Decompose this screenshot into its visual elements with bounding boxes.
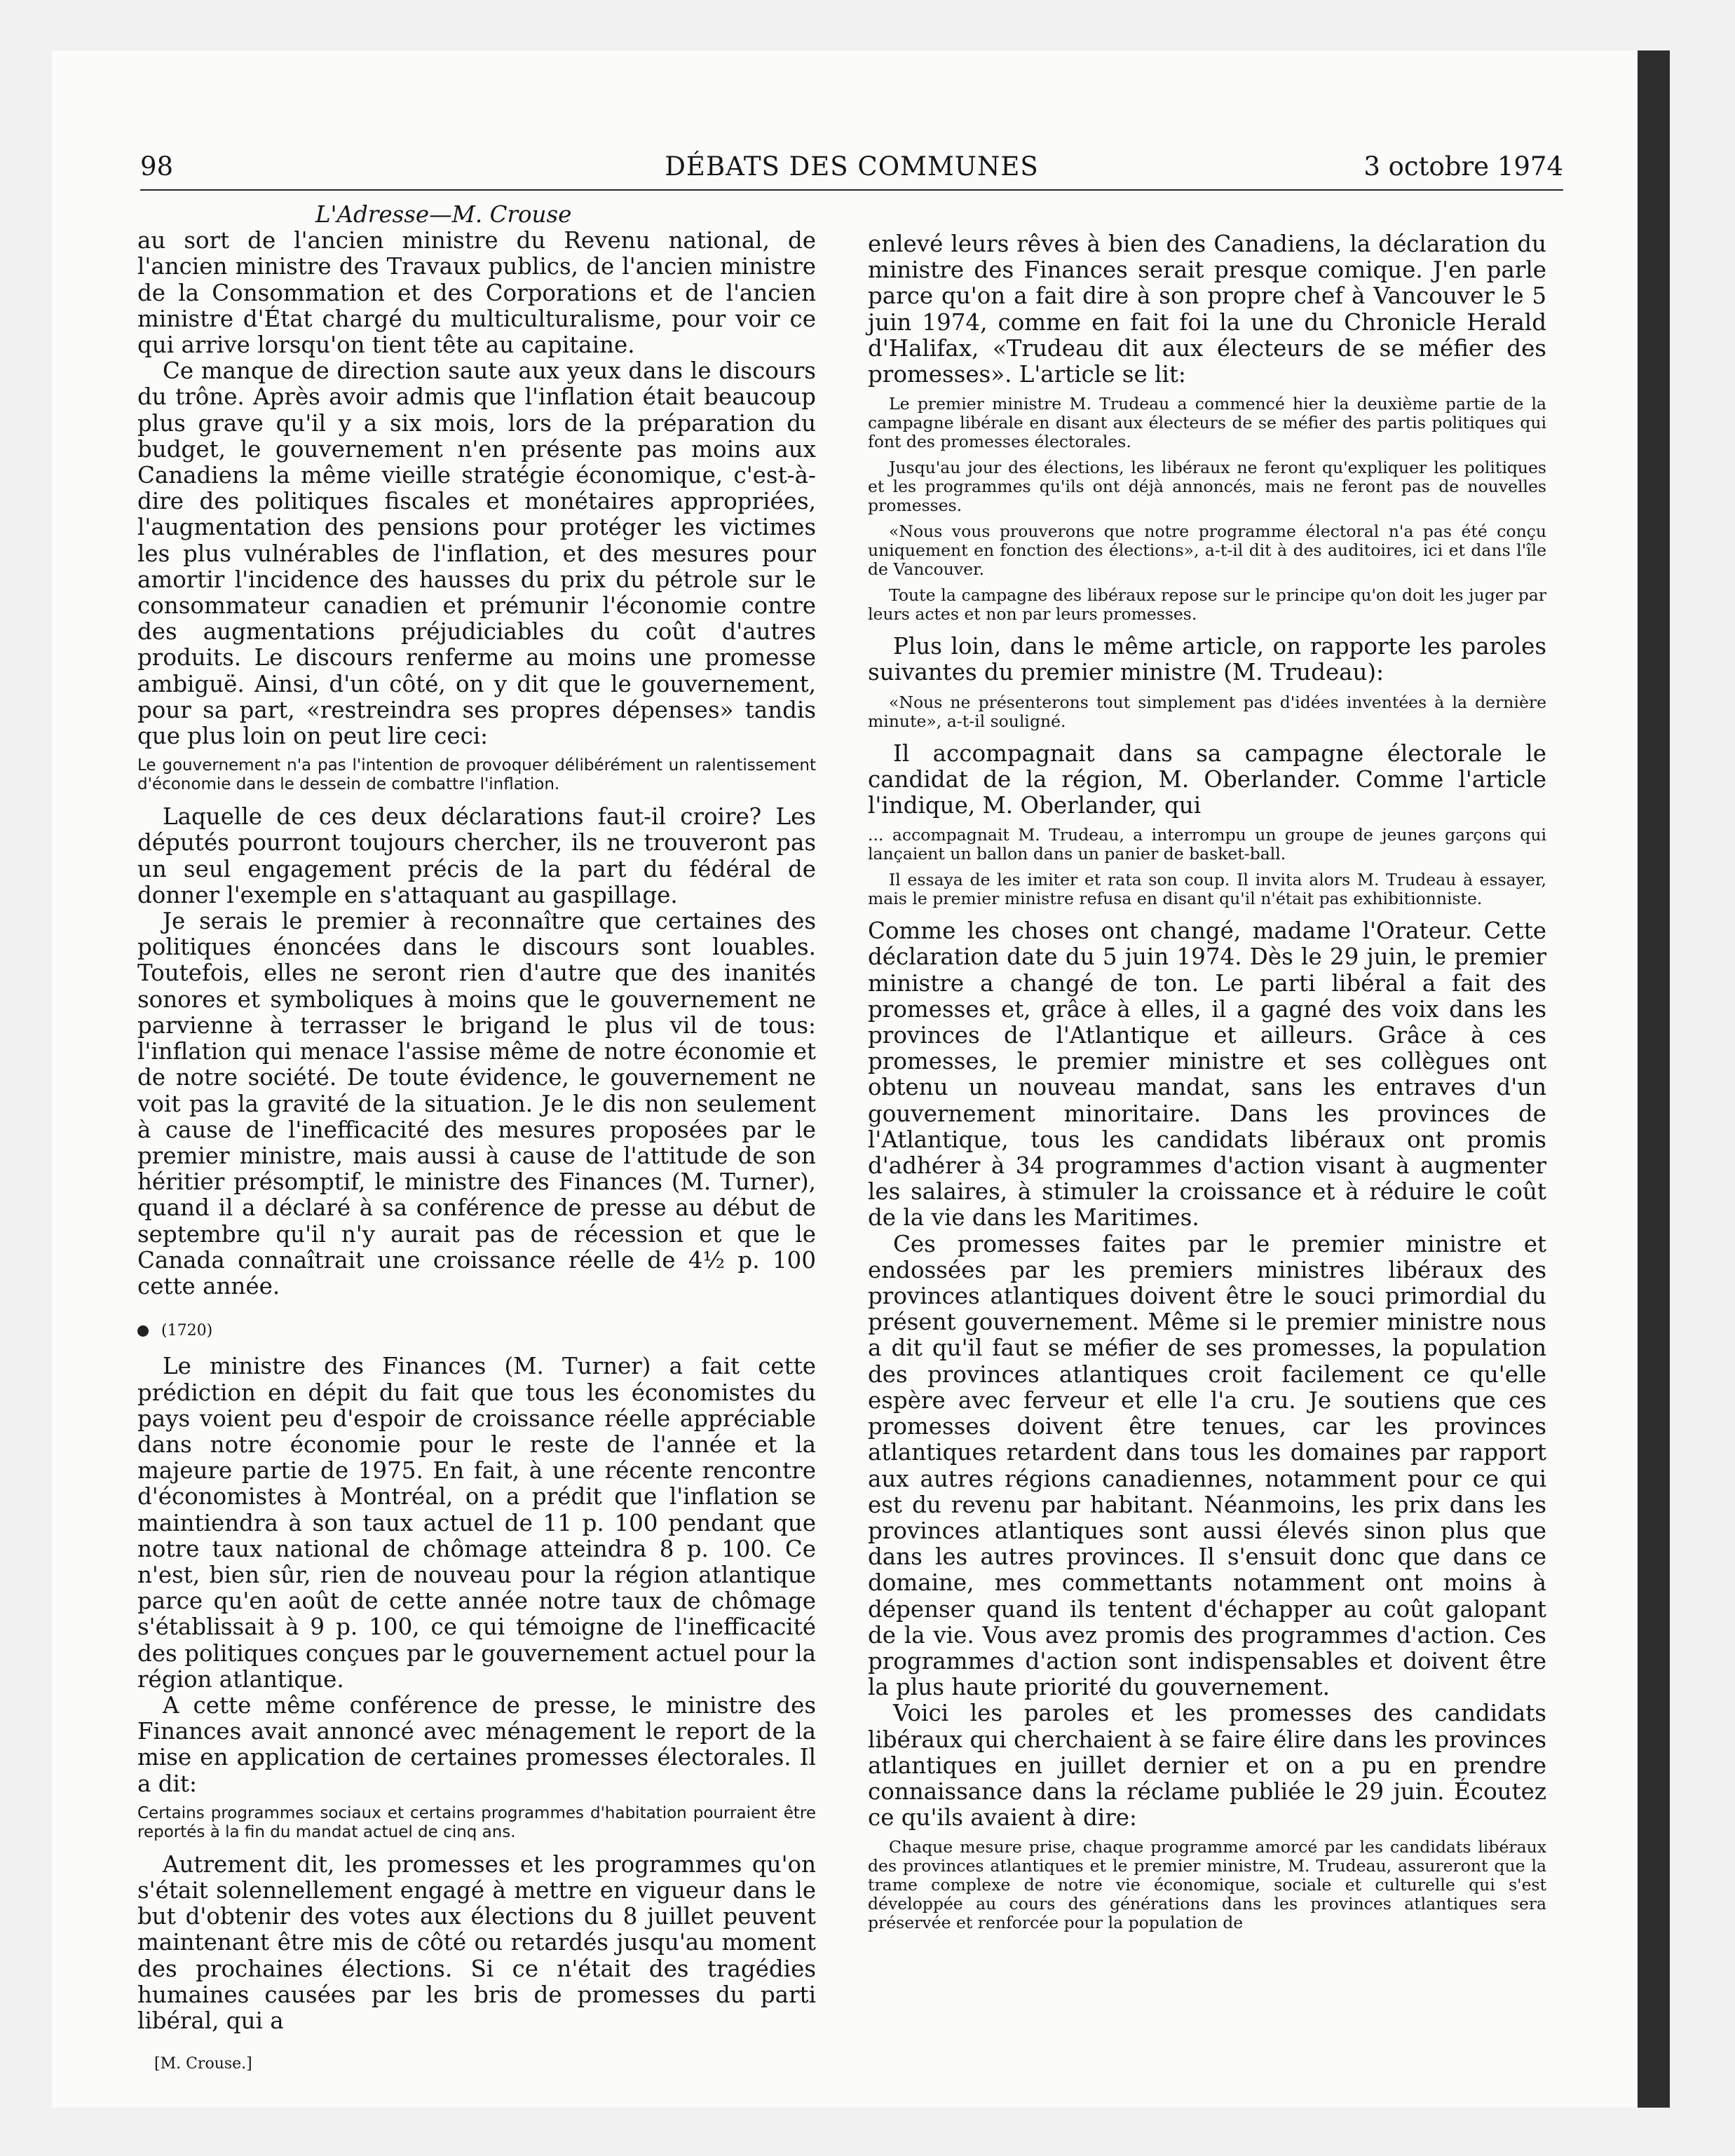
quote-text: «Nous vous prouverons que notre programme électoral n'a pas été conçu uniquement en fonction des élections», a-t-il dit à des auditoires, ici et dans l'île de Vancouver. <box>868 521 1546 580</box>
paragraph: au sort de l'ancien ministre du Revenu national, de l'ancien ministre des Travaux publics, de l'ancien ministre de la Consommation et des Corporations et de l'ancien ministre d'État chargé du multiculturalisme, pour voir ce qui arrive lorsqu'on tient tête au capitaine. <box>137 227 816 359</box>
paragraph: A cette même conférence de presse, le ministre des Finances avait annoncé avec ménagement le report de la mise en application de certaines promesses électorales. Il a dit: <box>137 1691 816 1797</box>
quote-text: Le premier ministre M. Trudeau a commencé hier la deuxième partie de la campagne libérale en disant aux électeurs de se méfier des partis politiques qui font des promesses électorales. <box>868 394 1546 452</box>
quote-text: «Nous ne présenterons tout simplement pas d'idées inventées à la dernière minute», a-t-il souligné. <box>868 692 1546 731</box>
right-column <box>868 231 1546 1942</box>
bullet-dot-icon <box>137 1325 149 1337</box>
paragraph: Ce manque de direction saute aux yeux dans le discours du trône. Après avoir admis que l'inflation était beaucoup plus grave qu'il y a six mois, lors de la préparation du budget, le gouvernement n'en présente pas moins aux Canadiens la même vieille stratégie économique, c'est-à-dire des politiques fiscales et monétaires appropriées, l'augmentation des pensions pour protéger les victimes les plus vulnérables de l'inflation, et des mesures pour amortir l'incidence des hausses du prix du pétrole sur le consommateur canadien et prémunir l'économie contre des augmentations préjudiciables du coût d'autres produits. Le discours renferme au moins une promesse ambiguë. Ainsi, d'un côté, on y dit que le gouvernement, pour sa part, «restreindra ses propres dépenses» tandis que plus loin on peut lire ceci: <box>137 357 816 750</box>
paragraph: Laquelle de ces deux déclarations faut-il croire? Les députés pourront toujours chercher, ils ne trouveront pas un seul engagement précis de la part du fédéral de donner l'exemple en s'attaquant au gaspillage. <box>137 803 816 908</box>
paragraph: Plus loin, dans le même article, on rapporte les paroles suivantes du premier ministre (M. Trudeau): <box>868 633 1546 686</box>
page-number: 98 <box>140 151 174 182</box>
block-quote <box>137 756 816 794</box>
paragraph: Le ministre des Finances (M. Turner) a fait cette prédiction en dépit du fait que tous les économistes du pays voient peu d'espoir de croissance réelle appréciable dans notre économie pour le reste de l'année et la majeure partie de 1975. En fait, à une récente rencontre d'économistes à Montréal, on a prédit que l'inflation se maintiendra à son taux actuel de 11 p. 100 pendant que notre taux national de chômage atteindra 8 p. 100. Ce n'est, bien sûr, rien de nouveau pour la région atlantique parce qu'en août de cette année notre taux de chômage s'établissait à 9 p. 100, ce qui témoigne de l'inefficacité des politiques conçues par le gouvernement actuel pour la région atlantique. <box>137 1353 816 1693</box>
paragraph: Voici les paroles et les promesses des candidats libéraux qui cherchaient à se faire élire dans les provinces atlantiques en juillet dernier et on a pu en prendre connaissance dans la réclame publiée le 29 juin. Écoutez ce qu'ils avaient à dire: <box>868 1700 1546 1831</box>
quote-text: ... accompagnait M. Trudeau, a interrompu un groupe de jeunes garçons qui lançaient un ballon dans un panier de basket-ball. <box>868 825 1546 864</box>
quote-text: Jusqu'au jour des élections, les libéraux ne feront qu'expliquer les politiques et les programmes qu'ils ont déjà annoncés, mais ne feront pas de nouvelles promesses. <box>868 458 1546 516</box>
block-quote <box>868 693 1546 731</box>
publication-title: DÉBATS DES COMMUNES <box>665 151 1039 182</box>
paragraph: Je serais le premier à reconnaître que certaines des politiques énoncées dans le discours sont louables. Toutefois, elles ne seront rien d'autre que des inanités sonores et symboliques à moins que le gouvernement ne parvienne à terrasser le brigand le plus vil de tous: l'inflation qui menace l'assise même de notre économie et de notre société. De toute évidence, le gouvernement ne voit pas la gravité de la situation. Je le dis non seulement à cause de l'inefficacité des mesures proposées par le premier ministre, mais aussi à cause de l'attitude de son héritier présomptif, le ministre des Finances (M. Turner), quand il a déclaré à sa conférence de presse au début de septembre qu'il n'y aurait pas de récession et que le Canada connaîtrait une croissance réelle de 4½ p. 100 cette année. <box>137 908 816 1299</box>
issue-date: 3 octobre 1974 <box>1363 151 1563 182</box>
quote-text: Chaque mesure prise, chaque programme amorcé par les candidats libéraux des provinces atlantiques et le premier ministre, M. Trudeau, assureront que la trame complexe de notre vie économique, sociale et culturelle qui s'est développée au cours des générations dans les provinces atlantiques sera préservée et renforcée pour la population de <box>868 1837 1546 1933</box>
running-header <box>140 150 1563 191</box>
block-quote <box>868 395 1546 624</box>
section-subhead: L'Adresse—M. Crouse <box>315 201 572 228</box>
quote-text: Il essaya de les imiter et rata son coup. Il invita alors M. Trudeau à essayer, mais le premier ministre refusa en disant qu'il n'était pas exhibitionniste. <box>868 870 1546 909</box>
paragraph: Autrement dit, les promesses et les programmes qu'on s'était solennellement engagé à mettre en vigueur dans le but d'obtenir des votes aux élections du 8 juillet peuvent maintenant être mis de côté ou retardés jusqu'au moment des prochaines élections. Si ce n'était des tragédies humaines causées par les bris de promesses du parti libéral, qui a <box>137 1850 816 2034</box>
paragraph: enlevé leurs rêves à bien des Canadiens, la déclaration du ministre des Finances serait presque comique. J'en parle parce qu'on a fait dire à son propre chef à Vancouver le 5 juin 1974, comme en fait foi la une du Chronicle Herald d'Halifax, «Trudeau dit aux électeurs de se méfier des promesses». L'article se lit: <box>868 231 1546 388</box>
quote-text: Le gouvernement n'a pas l'intention de provoquer délibérément un ralentissement d'économie dans le dessein de combattre l'inflation. <box>137 756 816 794</box>
paragraph: Il accompagnait dans sa campagne électorale le candidat de la région, M. Oberlander. Comme l'article l'indique, M. Oberlander, qui <box>868 739 1546 819</box>
paragraph: Ces promesses faites par le premier ministre et endossées par les premiers ministres libéraux des provinces atlantiques doivent être le souci primordial du présent gouvernement. Même si le premier ministre nous a dit qu'il faut se méfier de ses promesses, la population des provinces atlantiques croit facilement ce qu'elle espère avec ferveur et elle l'a cru. Je soutiens que ces promesses doivent être tenues, car les provinces atlantiques retardent dans tous les domaines par rapport aux autres régions canadiennes, notamment pour ce qui est du revenu par habitant. Néanmoins, les prix dans les provinces atlantiques sont aussi élevés sinon plus que dans les autres provinces. Il s'ensuit donc que dans ce domaine, mes commettants notamment ont moins à dépenser quand ils tentent d'échapper au coût galopant de la vie. Vous avez promis des programmes d'action. Ces programmes d'action sont indispensables et doivent être la plus haute priorité du gouvernement. <box>868 1230 1546 1701</box>
block-quote <box>868 826 1546 908</box>
paragraph: Comme les choses ont changé, madame l'Orateur. Cette déclaration date du 5 juin 1974. Dès le 29 juin, le premier ministre a changé de ton. Le parti libéral a fait des promesses et, grâce à elles, il a gagné des voix dans les provinces de l'Atlantique et ailleurs. Grâce à ces promesses, le premier ministre et ses collègues ont obtenu un nouveau mandat, sans les entraves d'un gouvernement minoritaire. Dans les provinces de l'Atlantique, tous les candidats libéraux ont promis d'adhérer à 34 programmes d'action visant à augmenter les salaires, à stimuler la croissance et à réduire le coût de la vie dans les Maritimes. <box>868 917 1546 1231</box>
speaker-tag: [M. Crouse.] <box>154 2055 252 2073</box>
block-quote <box>137 1804 816 1842</box>
left-column <box>137 202 816 2077</box>
quote-text: Certains programmes sociaux et certains programmes d'habitation pourraient être reportés à la fin du mandat actuel de cinq ans. <box>137 1803 816 1841</box>
scan-edge-bar <box>1638 50 1670 2108</box>
time-marker-text: (1720) <box>161 1322 213 1340</box>
block-quote <box>868 1838 1546 1932</box>
quote-text: Toute la campagne des libéraux repose sur le principe qu'on doit les juger par leurs actes et non par leurs promesses. <box>868 585 1546 625</box>
time-marker <box>137 1318 816 1344</box>
